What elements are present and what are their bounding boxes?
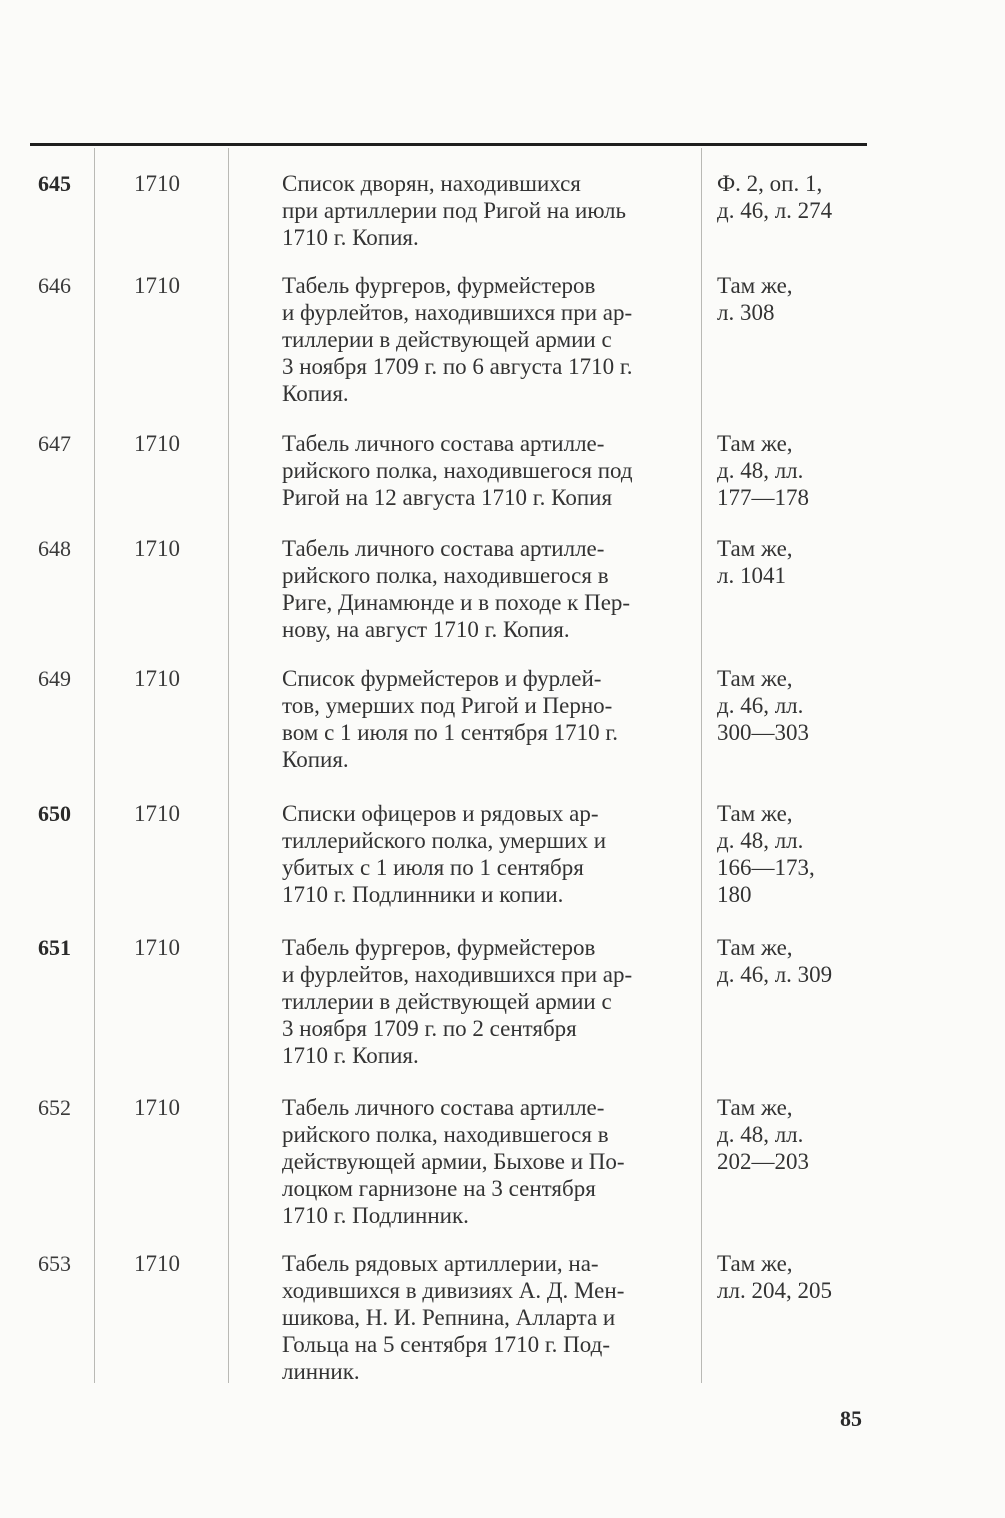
- reference-line: Там же,: [717, 935, 793, 960]
- reference-line: д. 48, лл.: [717, 1122, 804, 1147]
- description-line: линник.: [282, 1359, 360, 1384]
- top-rule: [30, 143, 867, 146]
- reference-line: Там же,: [717, 536, 793, 561]
- entry-description: [241, 1094, 689, 1229]
- reference-line: д. 46, лл.: [717, 693, 804, 718]
- entry-description: [241, 665, 689, 773]
- entry-description: [241, 1250, 689, 1385]
- entry-year: 1710: [134, 1095, 180, 1120]
- entry-year: 1710: [134, 935, 180, 960]
- description-line: Список дворян, находившихся: [282, 171, 581, 196]
- description-line: шикова, Н. И. Репнина, Алларта и: [282, 1305, 616, 1330]
- reference-line: Там же,: [717, 666, 793, 691]
- entry-reference: [717, 535, 867, 589]
- entry-description: [241, 800, 689, 908]
- column-divider: [228, 148, 229, 1383]
- entry-reference: [717, 430, 867, 511]
- entry-description: [241, 170, 689, 251]
- column-divider: [701, 148, 702, 1383]
- description-line: действующей армии, Быхове и По-: [282, 1149, 625, 1174]
- reference-line: Ф. 2, оп. 1,: [717, 171, 823, 196]
- description-line: 1710 г. Копия.: [282, 225, 419, 250]
- description-line: рийского полка, находившегося в: [282, 1122, 609, 1147]
- reference-line: лл. 204, 205: [717, 1278, 832, 1303]
- entry-number: 650: [38, 801, 71, 826]
- entry-year: 1710: [134, 273, 180, 298]
- description-line: рийского полка, находившегося в: [282, 563, 609, 588]
- entry-description: [241, 272, 689, 407]
- reference-line: 177—178: [717, 485, 809, 510]
- entry-description: [241, 430, 689, 511]
- entry-number: 648: [38, 536, 71, 561]
- description-line: Табель фургеров, фурмейстеров: [282, 935, 596, 960]
- reference-line: 180: [717, 882, 752, 907]
- reference-line: 300—303: [717, 720, 809, 745]
- description-line: тов, умерших под Ригой и Перно-: [282, 693, 613, 718]
- description-line: и фурлейтов, находившихся при ар-: [282, 300, 633, 325]
- entry-year: 1710: [134, 801, 180, 826]
- description-line: 1710 г. Подлинники и копии.: [282, 882, 564, 907]
- reference-line: л. 308: [717, 300, 775, 325]
- reference-line: д. 48, лл.: [717, 828, 804, 853]
- description-line: Список фурмейстеров и фурлей-: [282, 666, 602, 691]
- description-line: Табель рядовых артиллерии, на-: [282, 1251, 599, 1276]
- description-line: лоцком гарнизоне на 3 сентября: [282, 1176, 596, 1201]
- description-line: 3 ноября 1709 г. по 2 сентября: [282, 1016, 577, 1041]
- entry-reference: [717, 1250, 867, 1304]
- entry-reference: [717, 800, 867, 908]
- entry-reference: [717, 665, 867, 746]
- description-line: нову, на август 1710 г. Копия.: [282, 617, 570, 642]
- description-line: 1710 г. Подлинник.: [282, 1203, 469, 1228]
- entry-year: 1710: [134, 666, 180, 691]
- description-line: 1710 г. Копия.: [282, 1043, 419, 1068]
- entry-number: 653: [38, 1251, 71, 1276]
- description-line: при артиллерии под Ригой на июль: [282, 198, 626, 223]
- entry-number: 646: [38, 273, 71, 298]
- entry-reference: [717, 934, 867, 988]
- description-line: Копия.: [282, 747, 349, 772]
- description-line: 3 ноября 1709 г. по 6 августа 1710 г.: [282, 354, 633, 379]
- description-line: ходившихся в дивизиях А. Д. Мен-: [282, 1278, 625, 1303]
- reference-line: д. 46, л. 274: [717, 198, 833, 223]
- entry-number: 652: [38, 1095, 71, 1120]
- reference-line: д. 46, л. 309: [717, 962, 833, 987]
- entry-reference: [717, 170, 867, 224]
- reference-line: Там же,: [717, 273, 793, 298]
- reference-line: Там же,: [717, 431, 793, 456]
- entry-description: [241, 535, 689, 643]
- entry-year: 1710: [134, 431, 180, 456]
- description-line: Ригой на 12 августа 1710 г. Копия: [282, 485, 613, 510]
- description-line: Риге, Динамюнде и в походе к Пер-: [282, 590, 631, 615]
- reference-line: Там же,: [717, 1251, 793, 1276]
- entry-number: 647: [38, 431, 71, 456]
- description-line: Гольца на 5 сентября 1710 г. Под-: [282, 1332, 610, 1357]
- description-line: рийского полка, находившегося под: [282, 458, 633, 483]
- description-line: тиллерийского полка, умерших и: [282, 828, 607, 853]
- entry-number: 645: [38, 171, 71, 196]
- description-line: и фурлейтов, находившихся при ар-: [282, 962, 633, 987]
- reference-line: д. 48, лл.: [717, 458, 804, 483]
- description-line: Табель личного состава артилле-: [282, 431, 605, 456]
- description-line: вом с 1 июля по 1 сентября 1710 г.: [282, 720, 619, 745]
- description-line: Копия.: [282, 381, 349, 406]
- reference-line: Там же,: [717, 1095, 793, 1120]
- entry-year: 1710: [134, 1251, 180, 1276]
- entry-reference: [717, 272, 867, 326]
- page-number: 85: [840, 1406, 862, 1431]
- description-line: Табель личного состава артилле-: [282, 1095, 605, 1120]
- column-divider: [94, 148, 95, 1383]
- entry-number: 649: [38, 666, 71, 691]
- entry-year: 1710: [134, 171, 180, 196]
- entry-number: 651: [38, 935, 71, 960]
- entry-description: [241, 934, 689, 1069]
- reference-line: Там же,: [717, 801, 793, 826]
- reference-line: 202—203: [717, 1149, 809, 1174]
- description-line: тиллерии в действующей армии с: [282, 327, 612, 352]
- description-line: Списки офицеров и рядовых ар-: [282, 801, 599, 826]
- description-line: Табель фургеров, фурмейстеров: [282, 273, 596, 298]
- reference-line: 166—173,: [717, 855, 815, 880]
- description-line: Табель личного состава артилле-: [282, 536, 605, 561]
- entry-year: 1710: [134, 536, 180, 561]
- description-line: убитых с 1 июля по 1 сентября: [282, 855, 584, 880]
- entry-reference: [717, 1094, 867, 1175]
- description-line: тиллерии в действующей армии с: [282, 989, 612, 1014]
- reference-line: л. 1041: [717, 563, 786, 588]
